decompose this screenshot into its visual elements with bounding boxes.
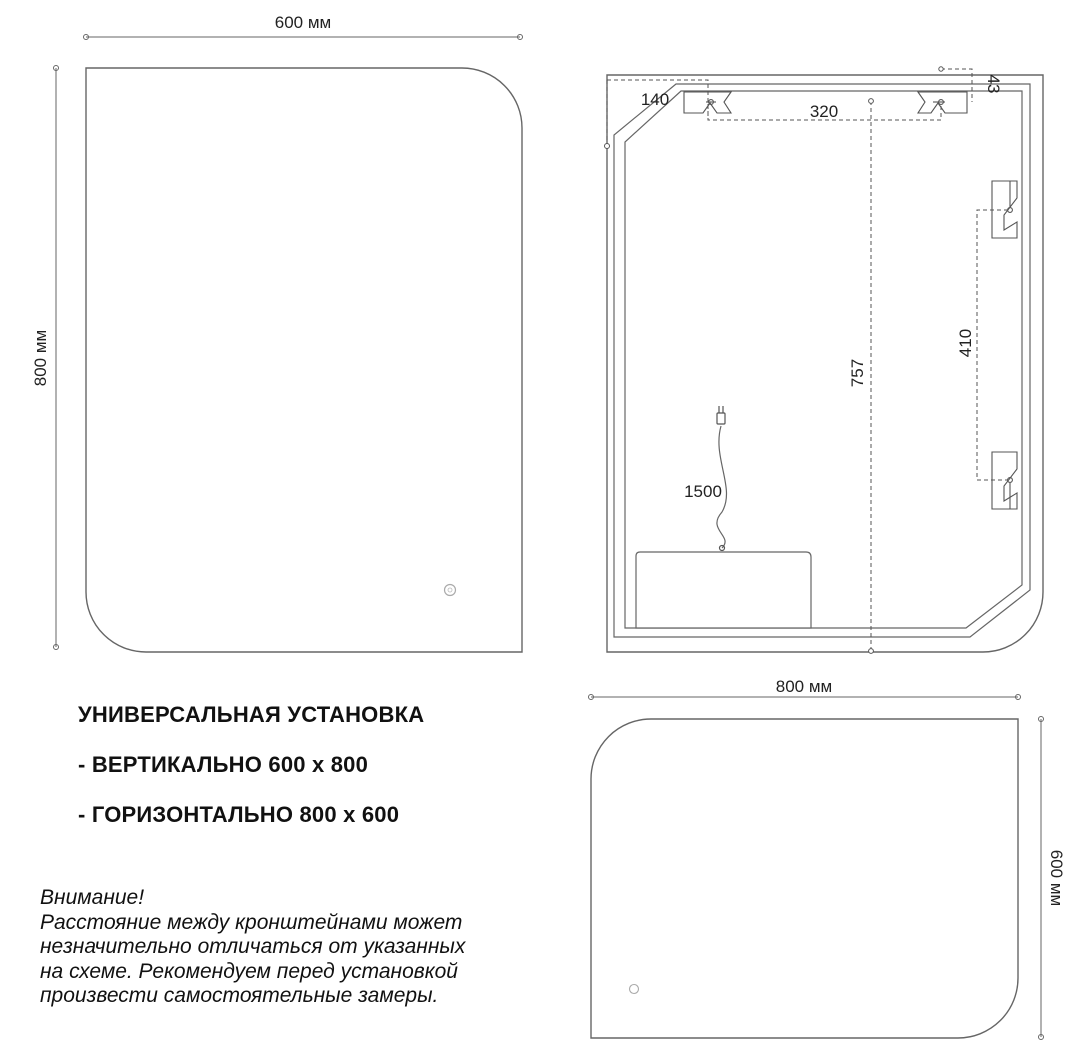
cable-length-label: 1500 <box>684 482 722 501</box>
width-vertical-label: 600 мм <box>274 13 332 32</box>
bracket-spacing-horizontal-label: 320 <box>809 102 839 121</box>
mount-height-label: 757 <box>848 358 867 388</box>
installation-title: УНИВЕРСАЛЬНАЯ УСТАНОВКА <box>78 702 425 727</box>
warning-line: Расстояние между кронштейнами может <box>40 910 463 934</box>
height-vertical-label: 800 мм <box>31 329 50 387</box>
horizontal-mirror-outline <box>591 719 1018 1038</box>
bracket-spacing-vertical-label: 410 <box>956 328 975 358</box>
height-horizontal-label: 600 мм <box>1047 849 1066 907</box>
vertical-mirror-outline <box>86 68 522 652</box>
top-offset-label: 140 <box>640 90 670 109</box>
vertical-mirror-front-view <box>31 13 523 652</box>
warning-line: незначительно отличаться от указанных <box>40 935 466 958</box>
installation-horizontal: - ГОРИЗОНТАЛЬНО 800 х 600 <box>78 802 400 827</box>
warning-title: Внимание! <box>40 886 145 909</box>
mirror-back-view <box>605 67 1044 654</box>
installation-vertical: - ВЕРТИКАЛЬНО 600 х 800 <box>78 752 369 777</box>
power-box <box>636 552 811 628</box>
bracket-top-gap-label: 43 <box>984 74 1003 94</box>
warning-note <box>40 886 580 1009</box>
warning-line: произвести самостоятельные замеры. <box>40 984 439 1007</box>
warning-line: на схеме. Рекомендуем перед установкой <box>40 959 458 983</box>
width-horizontal-label: 800 мм <box>775 677 833 696</box>
horizontal-mirror-front-view <box>589 677 1067 1040</box>
